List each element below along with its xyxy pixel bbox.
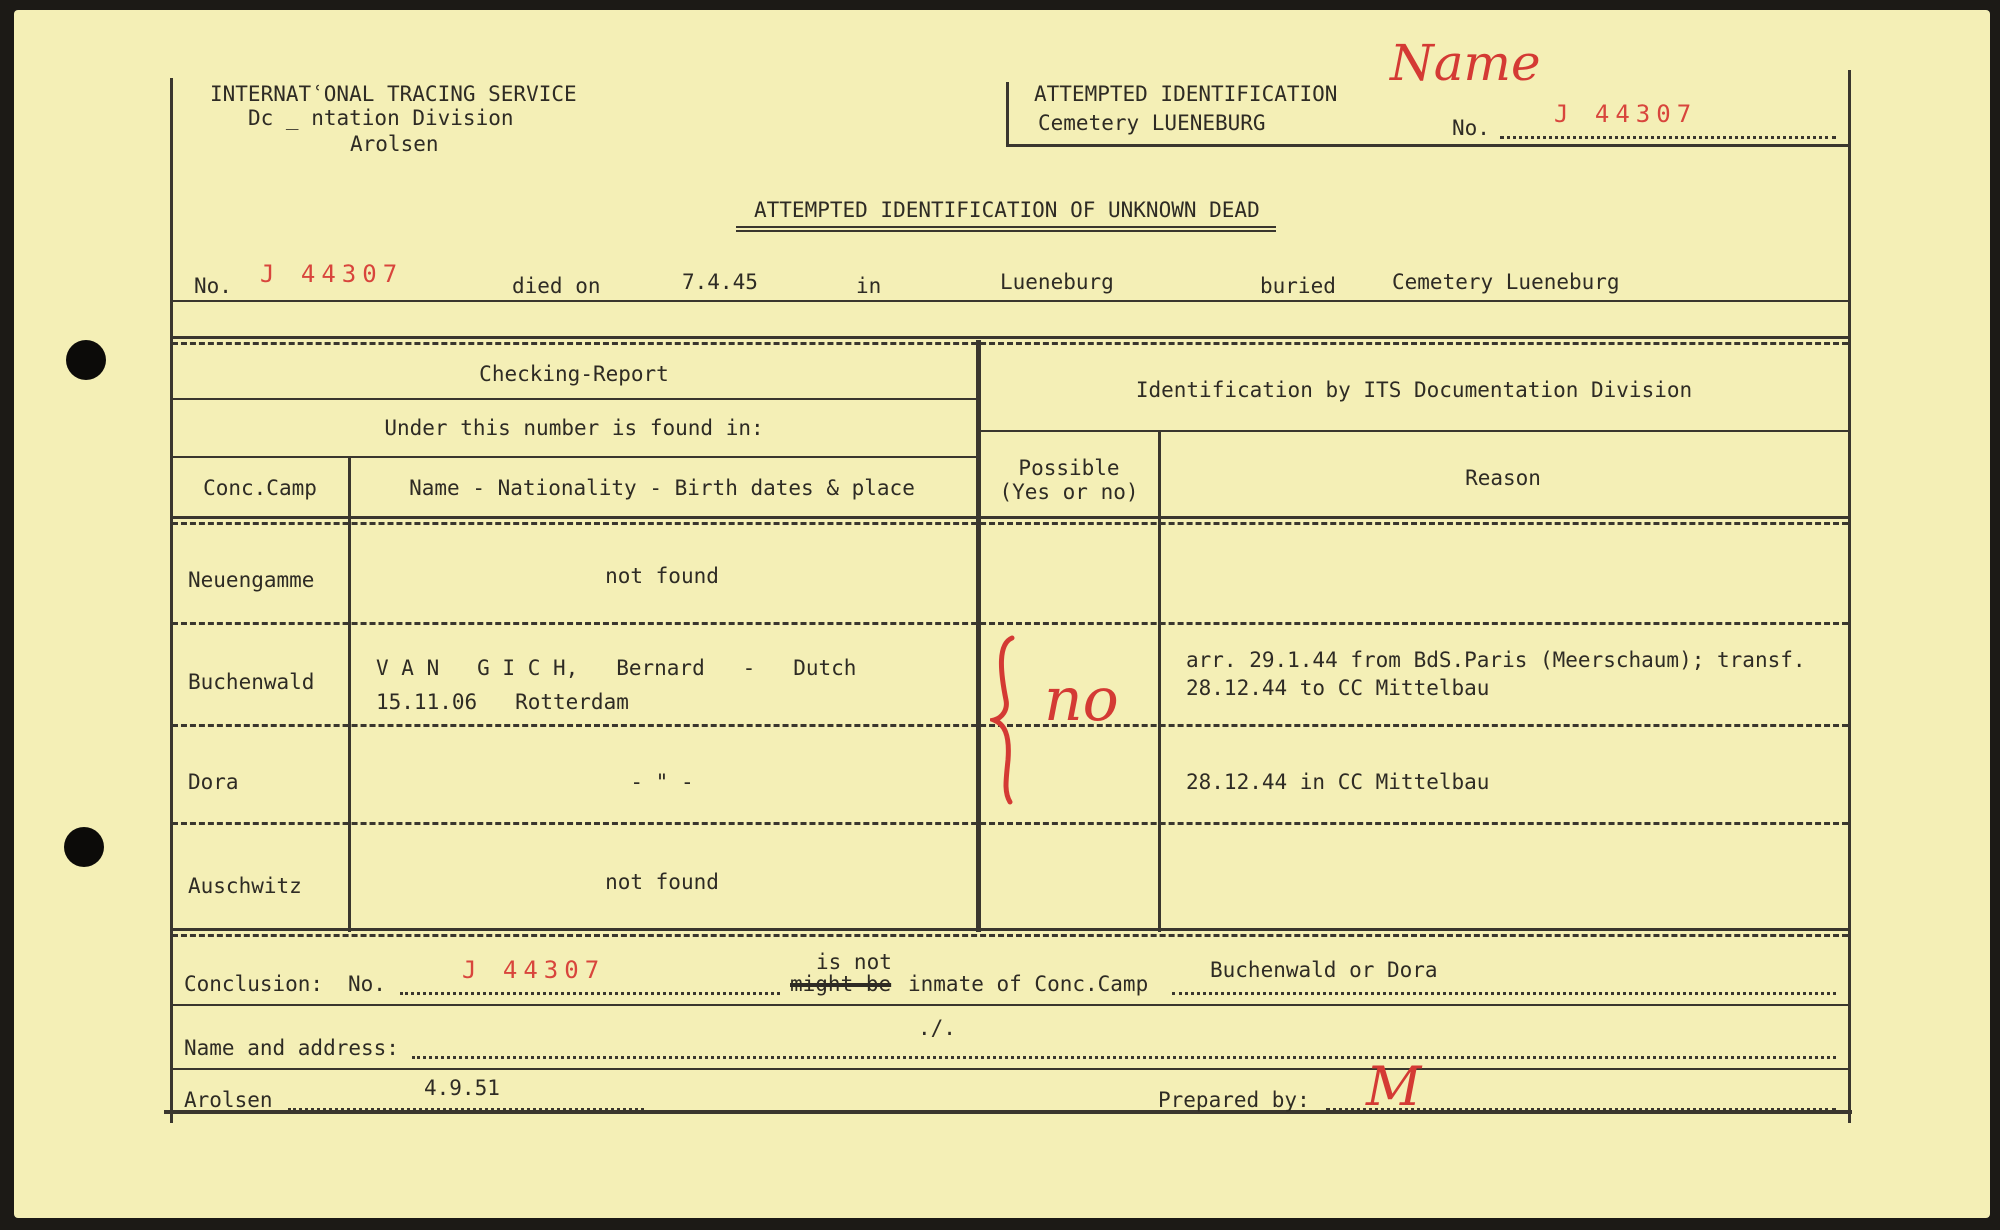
record-buried-value: Cemetery Lueneburg: [1392, 270, 1620, 294]
header-handwriting: Name: [1390, 34, 1541, 92]
checking-title-line: [172, 398, 976, 400]
form-title-underline: [736, 226, 1276, 228]
row-2-name-line1: V A N G I C H, Bernard - Dutch: [376, 656, 857, 680]
header-no-label: No.: [1452, 116, 1490, 140]
possible-answer: no: [1044, 665, 1119, 735]
conclusion-status-typed: is not: [816, 950, 892, 974]
row-4-name: not found: [605, 870, 719, 894]
table-middle-divider: [976, 340, 981, 932]
record-line-1: [172, 300, 1848, 302]
record-died-label: died on: [512, 274, 601, 298]
footer-date-dots: [288, 1108, 644, 1111]
header-cemetery: Cemetery LUENEBURG: [1038, 111, 1266, 135]
row-3-camp: Dora: [188, 770, 239, 794]
row-1-name: not found: [605, 564, 719, 588]
row-2-reason-line2: 28.12.44 to CC Mittelbau: [1186, 676, 1490, 700]
row-2-camp: Buchenwald: [188, 670, 315, 694]
frame-right-line: [1848, 70, 1851, 1123]
conclusion-camp-dots: [1172, 992, 1836, 995]
row-separator-3: [172, 822, 1848, 825]
record-no-value: J 44307: [260, 260, 404, 288]
identification-title-line: [980, 430, 1848, 432]
col-divider-camp: [348, 456, 351, 932]
header-bottom-line: [172, 516, 1848, 519]
conclusion-bottom-line: [172, 1004, 1848, 1006]
record-died-value: 7.4.45: [682, 270, 758, 294]
header-bottom-line-2: [172, 522, 1848, 525]
table-bottom-line: [172, 928, 1848, 931]
record-line-3: [172, 342, 1848, 345]
conclusion-status-struck: might be: [790, 972, 892, 996]
conclusion-no-dots: [400, 992, 780, 995]
checking-subtitle-line: [172, 456, 976, 458]
checking-report-title: Checking-Report: [479, 362, 669, 386]
punch-hole-bottom: [64, 827, 104, 867]
row-4-camp: Auschwitz: [188, 874, 302, 898]
conclusion-no-value: J 44307: [462, 956, 606, 984]
footer-date-value: 4.9.51: [424, 1076, 500, 1100]
name-address-value: ./.: [918, 1016, 956, 1040]
document-card: [14, 10, 1990, 1218]
row-separator-1: [172, 622, 1848, 625]
record-in-label: in: [856, 274, 882, 298]
header-no-dots: [1500, 136, 1836, 139]
row-2-reason-line1: arr. 29.1.44 from BdS.Paris (Meerschaum); transf.: [1186, 648, 1806, 672]
conclusion-camp-value: Buchenwald or Dora: [1210, 958, 1438, 982]
col-reason-header: Reason: [1465, 466, 1541, 490]
col-camp-header: Conc.Camp: [203, 476, 317, 500]
org-division: Dc _ ntation Division: [248, 106, 514, 130]
identification-title: Identification by ITS Documentation Division: [1135, 378, 1693, 402]
conclusion-inmate-label: inmate of Conc.Camp: [908, 972, 1149, 996]
conclusion-label: Conclusion:: [184, 972, 324, 996]
row-1-camp: Neuengamme: [188, 568, 315, 592]
checking-report-subtitle: Under this number is found in:: [384, 416, 764, 440]
row-2-name-line2: 15.11.06 Rotterdam: [376, 690, 629, 714]
frame-left-line: [170, 78, 173, 1123]
footer-prepared-initial: M: [1366, 1055, 1422, 1118]
form-title-underline-2: [736, 230, 1276, 232]
table-bottom-line-2: [172, 934, 1848, 937]
col-possible-header-1: Possible: [1018, 456, 1120, 480]
record-in-value: Lueneburg: [1000, 270, 1114, 294]
org-name: INTERNATʿONAL TRACING SERVICE: [210, 82, 577, 106]
row-3-reason: 28.12.44 in CC Mittelbau: [1186, 770, 1490, 794]
handwritten-brace: [990, 630, 1050, 810]
col-divider-reason: [1158, 430, 1161, 932]
punch-hole-top: [66, 340, 106, 380]
record-line-2: [172, 336, 1848, 339]
col-name-header: Name - Nationality - Birth dates & place: [409, 476, 915, 500]
record-no-label: No.: [194, 274, 232, 298]
col-possible-header-2: (Yes or no): [999, 480, 1139, 504]
header-box-left-line: [1006, 82, 1009, 144]
name-address-dots: [412, 1056, 1836, 1059]
header-box-bottom-line: [1006, 144, 1851, 147]
header-no-value: J 44307: [1554, 100, 1698, 128]
row-3-name: - " -: [630, 770, 694, 794]
form-title: ATTEMPTED IDENTIFICATION OF UNKNOWN DEAD: [754, 198, 1260, 222]
header-title: ATTEMPTED IDENTIFICATION: [1034, 82, 1338, 106]
org-location: Arolsen: [350, 132, 439, 156]
record-buried-label: buried: [1260, 274, 1336, 298]
conclusion-no-label: No.: [348, 972, 386, 996]
footer-place-label: Arolsen: [184, 1088, 273, 1112]
name-address-bottom-line: [172, 1068, 1848, 1070]
footer-prepared-label: Prepared by:: [1158, 1088, 1310, 1112]
name-address-label: Name and address:: [184, 1036, 399, 1060]
